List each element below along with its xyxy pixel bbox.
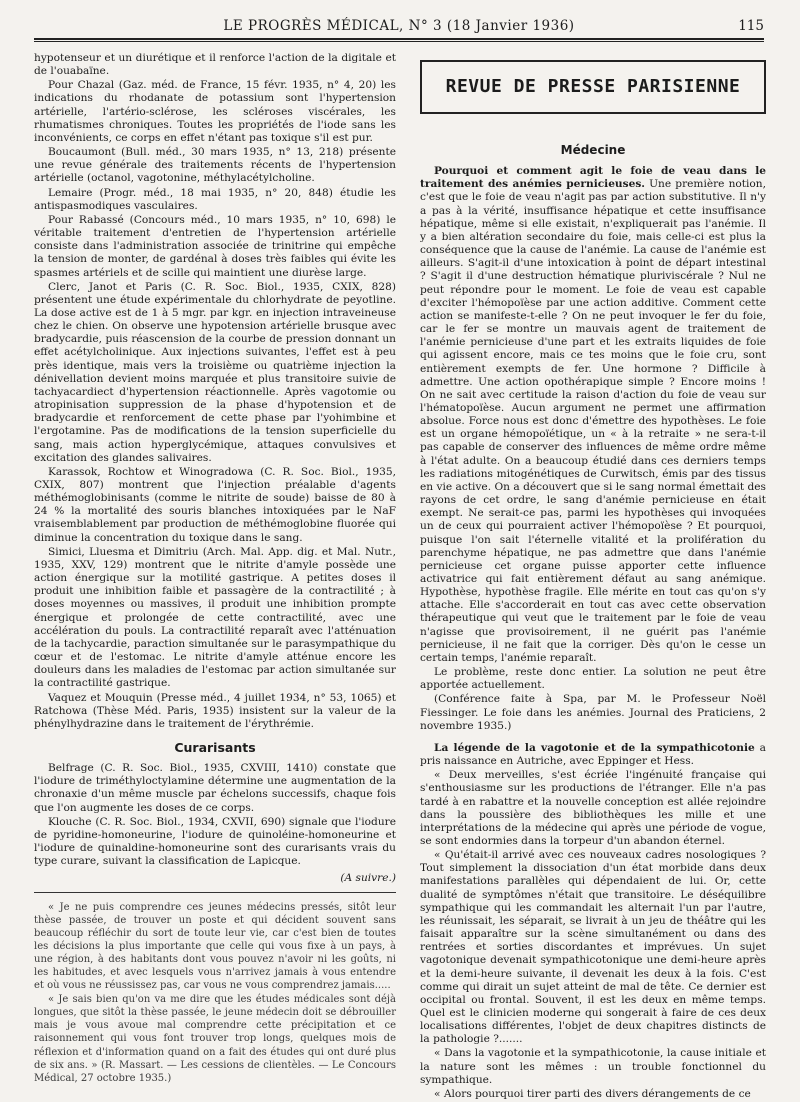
running-header: [34, 14, 764, 38]
page-number: 115: [738, 18, 764, 34]
paragraph: [420, 742, 766, 768]
paragraph: « Qu'était-il arrivé avec ces nouveaux cadres nosologiques ? Tout simplement la dissociation d'un état morbide dans deux manifestations parallèles qui dépendaient de lui. Or, cette dualité de symptômes n'était que transitoire. Le déséquilibre sympathique qui les commandait les alternait l'un par l'autre, les réunissait, les séparait, se livrait à un jeu de théâtre qui les faisait apparaître sur la scène simultanément ou dans des rentrées et sorties discordantes et imprévues. Un sujet vagotonique devenait sympathicotonique une demi-heure après et la demi-heure suivante, il devenait les deux à la fois. C'est comme qui dirait un sujet atteint de mal de tête. Ce dernier est occipital ou frontal. Souvent, il est les deux en même temps. Quel est le clinicien moderne qui songerait à faire de ces deux localisations différentes, l'objet de deux chapitres distincts de la pathologie ?.......: [420, 849, 766, 1046]
paragraph: Karassok, Rochtow et Winogradowa (C. R. Soc. Biol., 1935, CXIX, 807) montrent que l'injection préalable d'agents méthémoglobinisants (comme le nitrite de soude) baisse de 80 à 24 % la mortalité des souris blanches intoxiquées par le NaF vraisemblablement par production de méthémoglobine fluorée qui diminue la concentration du toxique dans le sang.: [34, 465, 396, 544]
separator-rule: [34, 892, 396, 893]
paragraph: Clerc, Janot et Paris (C. R. Soc. Biol., 1935, CXIX, 828) présentent une étude expérimentale du chlorhydrate de peyotline. La dose active est de 1 à 5 mgr. par kgr. en injection intraveineuse chez le chien. On observe une hypotension artérielle brusque avec bradycardie, puis réascension de la courbe de pression donnant un effet acétylcholinique. Aux injections suivantes, l'effet est à peu près identique, mais vers la troisième ou quatrième injection la dénivellation devient moins marquée et plus transitoire suivie de tachyacardiect d'hypertension réactionnelle. Après vagotomie ou atropinisation suppression de la phase d'hypotension et de bradycardie et renforcement de cette phase par l'yohimbine et l'ergotamine. Pas de modifications de la tension superficielle du sang, mais action hyperglycémique, attaques convulsives et excitation des glandes salivaires.: [34, 280, 396, 464]
paragraph: Klouche (C. R. Soc. Biol., 1934, CXVII, 690) signale que l'iodure de pyridine-homoneurine, l'iodure de quinoléine-homoneurine et l'iodure de quinaldine-homoneurine sont des curarisants vrais du type curare, suivant la classification de Lapicque.: [34, 815, 396, 868]
section-heading-medecine: Médecine: [560, 143, 626, 157]
paragraph: Belfrage (C. R. Soc. Biol., 1935, CXVIII, 1410) constate que l'iodure de triméthyloctylamine détermine une augmentation de la chronaxie d'un même muscle par échelons successifs, chaque fois que l'on augmente les doses de ce corps.: [34, 762, 396, 814]
paragraph: « Deux merveilles, s'est écriée l'ingénuité française qui s'enthousiasme sur les productions de l'étranger. Elle n'a pas tardé à en rabattre et la nouvelle conception est allée rejoindre dans la poussière des bibliothèques les mille et une interprétations de la médecine qui après une période de vogue, se sont endormies dans la torpeur d'un abandon éternel.: [420, 769, 766, 847]
paragraph: « Alors pourquoi tirer parti des divers dérangements de ce: [434, 1087, 751, 1100]
revue-title-box: REVUE DE PRESSE PARISIENNE: [420, 60, 766, 114]
section-heading-curarisants: Curarisants: [174, 739, 256, 755]
to-be-continued: (A suivre.): [340, 872, 396, 885]
paragraph: « Dans la vagotonie et la sympathicotonie, la cause initiale et la nature sont les mêmes : un trouble fonctionnel du sympathique.: [420, 1047, 766, 1086]
quote-paragraph: « Je ne puis comprendre ces jeunes médecins pressés, sitôt leur thèse passée, de trouver un poste et qui décident souvent sans beaucoup réfléchir du sort de toute leur vie, car c'est bien de toutes les décisions la plus importante que celle qui vous fixe à un pays, à une région, à des habitants dont vous pouvez n'avoir ni les goûts, ni les habitudes, et avec lesquels vous n'arrivez jamais à vous entendre et où vous ne réussissez pas, car vous ne vous comprendrez jamais.....: [34, 901, 396, 992]
paragraph: Pour Chazal (Gaz. méd. de France, 15 févr. 1935, n° 4, 20) les indications du rhodanate de potassium sont l'hypertension artérielle, l'artério-sclérose, les scléroses viscérales, les rhumatismes chroniques. Toutes les propriétés de l'iode sans les inconvénients, ce corps en effet n'étant pas toxique s'il est pur.: [34, 79, 396, 144]
paragraph: Simici, Lluesma et Dimitriu (Arch. Mal. App. dig. et Mal. Nutr., 1935, XXV, 129) montrent que le nitrite d'amyle possède une action énergique sur la motilité gastrique. A petites doses il produit une inhibition faible et passagère de la contractilité ; à doses moyennes ou massives, il produit une inhibition prompte énergique et prolongée de cette contractilité, avec une accélération du pouls. La contractilité reparaît avec l'atténuation de la tachycardie, paraction simultanée sur le parasympathique du cœur et de l'estomac. Le nitrite d'amyle atténue encore les douleurs dans les maladies de l'estomac par action simultanée sur la contractilité gastrique.: [34, 545, 396, 690]
article-lead: Pourquoi et comment agit le foie de veau dans le traitement des anémies pernicieuses.: [420, 165, 766, 191]
article-lead: La légende de la vagotonie et de la sympathicotonie: [434, 741, 755, 754]
article-body: Une première notion, c'est que le foie de veau n'agit pas par action substitutive. Il n'y a pas à la vérité, insuffisance hépatique et cette insuffisance hépatique, même si elle existait, n'expliquerait pas l'anémie. Il y a bien altération secondaire du foie, mais celle-ci est plus la conséquence que la cause de l'anémie. La cause de l'anémie est ailleurs. S'agit-il d'une intoxication à point de départ intestinal ? S'agit il d'une destruction hématique pluriviscérale ? Nul ne peut répondre pour le moment. Le foie de veau est capable d'exciter l'hémopoïèse par une action additive. Comment cette action se manifeste-t-elle ? On ne peut invoquer le fer du foie, car le fer se montre un mauvais agent de traitement de l'anémie pernicieuse d'une part et les extraits liquides de foie qui agissent encore, mais ce tes moins que le foie cru, sont entièrement exempts de fer. Une hormone ? Difficile à admettre. Une action opothérapique simple ? Encore moins ! On ne sait avec certitude la raison d'action du foie de veau sur l'hématopoïèse. Aucun argument ne permet une affirmation absolue. Force nous est donc d'émettre des hypothèses. Le foie est un organe hémopoïétique, un « à la retraite » ne sera-t-il pas capable de conserver des influences de même ordre même à l'état adulte. On a beaucoup étudié dans ces derniers temps les radiations mitogénétiques de Curwitsch, émis par des tissus en vie active. On a découvert que si le sang normal émettait des rayons de cet ordre, le sang d'anémie pernicieuse en était exempt. Ne serait-ce pas, parmi les hypothèses qui invoquées un de ceux qui pourraient activer l'hémopoïèse ? Et pourquoi, puisque l'on sait l'éternelle vitalité et la prolifération du parenchyme hépatique, ne pas admettre que dans l'anémie pernicieuse cet organe puisse apporter cette influence activatrice qui fait entièrement défaut au sang anémique. Hypothèse, hypothèse fragile. Elle mérite en tout cas qu'on s'y attache. Elle s'accorderait en tout cas avec cette observation thérapeutique qui veut que le traitement par le foie de veau n'agisse que provisoirement, il ne guérit pas l'anémie pernicieuse, il ne fait que la corriger. Dès qu'on le cesse un certain temps, l'anémie reparaît.: [420, 178, 766, 664]
paragraph: Boucaumont (Bull. méd., 30 mars 1935, n° 13, 218) présente une revue générale des traitements récents de l'hypertension artérielle (octanol, vagotonine, méthylacétylcholine.: [34, 146, 396, 185]
journal-title: LE PROGRÈS MÉDICAL, N° 3 (18 Janvier 1936): [223, 18, 575, 34]
header-rule: [34, 38, 764, 40]
header-rule-thin: [34, 41, 764, 42]
paragraph: Le problème, reste donc entier. La solution ne peut être apportée actuellement.: [420, 666, 766, 692]
left-column: [34, 52, 396, 1086]
paragraph: [420, 165, 766, 665]
paragraph: Vaquez et Mouquin (Presse méd., 4 juillet 1934, n° 53, 1065) et Ratchowa (Thèse Méd. Paris, 1935) insistent sur la valeur de la phénylhydrazine dans le traitement de l'érythrémie.: [34, 691, 396, 730]
paragraph: Lemaire (Progr. méd., 18 mai 1935, n° 20, 848) étudie les antispasmodiques vasculaires.: [34, 186, 396, 212]
paragraph: hypotenseur et un diurétique et il renforce l'action de la digitale et de l'ouabaïne.: [34, 52, 396, 78]
article-body: a pris naissance en Autriche, avec Eppinger et Hess.: [420, 741, 766, 768]
right-column: [420, 52, 766, 1102]
quote-paragraph: « Je sais bien qu'on va me dire que les études médicales sont déjà longues, que sitôt la thèse passée, le jeune médecin doit se débrouiller mais je vous avoue mal comprendre cette précipitation et ce raisonnement qui vous font trouver trop longs, quelques mois de réflexion et d'information quand on a fait des études qui ont duré plus de six ans. » (R. Massart. — Les cessions de clientèles. — Le Concours Médical, 27 octobre 1935.): [34, 994, 396, 1084]
paragraph: Pour Rabassé (Concours méd., 10 mars 1935, n° 10, 698) le véritable traitement d'entretien de l'hypertension artérielle consiste dans l'administration associée de trinitrine qui empêche la tension de monter, de gardénal à doses très faibles qui évite les spasmes artériels et de scille qui maintient une diurèse large.: [34, 213, 396, 279]
citation: (Conférence faite à Spa, par M. le Professeur Noël Fiessinger. Le foie dans les anémies. Journal des Praticiens, 2 novembre 1935.): [420, 693, 766, 732]
